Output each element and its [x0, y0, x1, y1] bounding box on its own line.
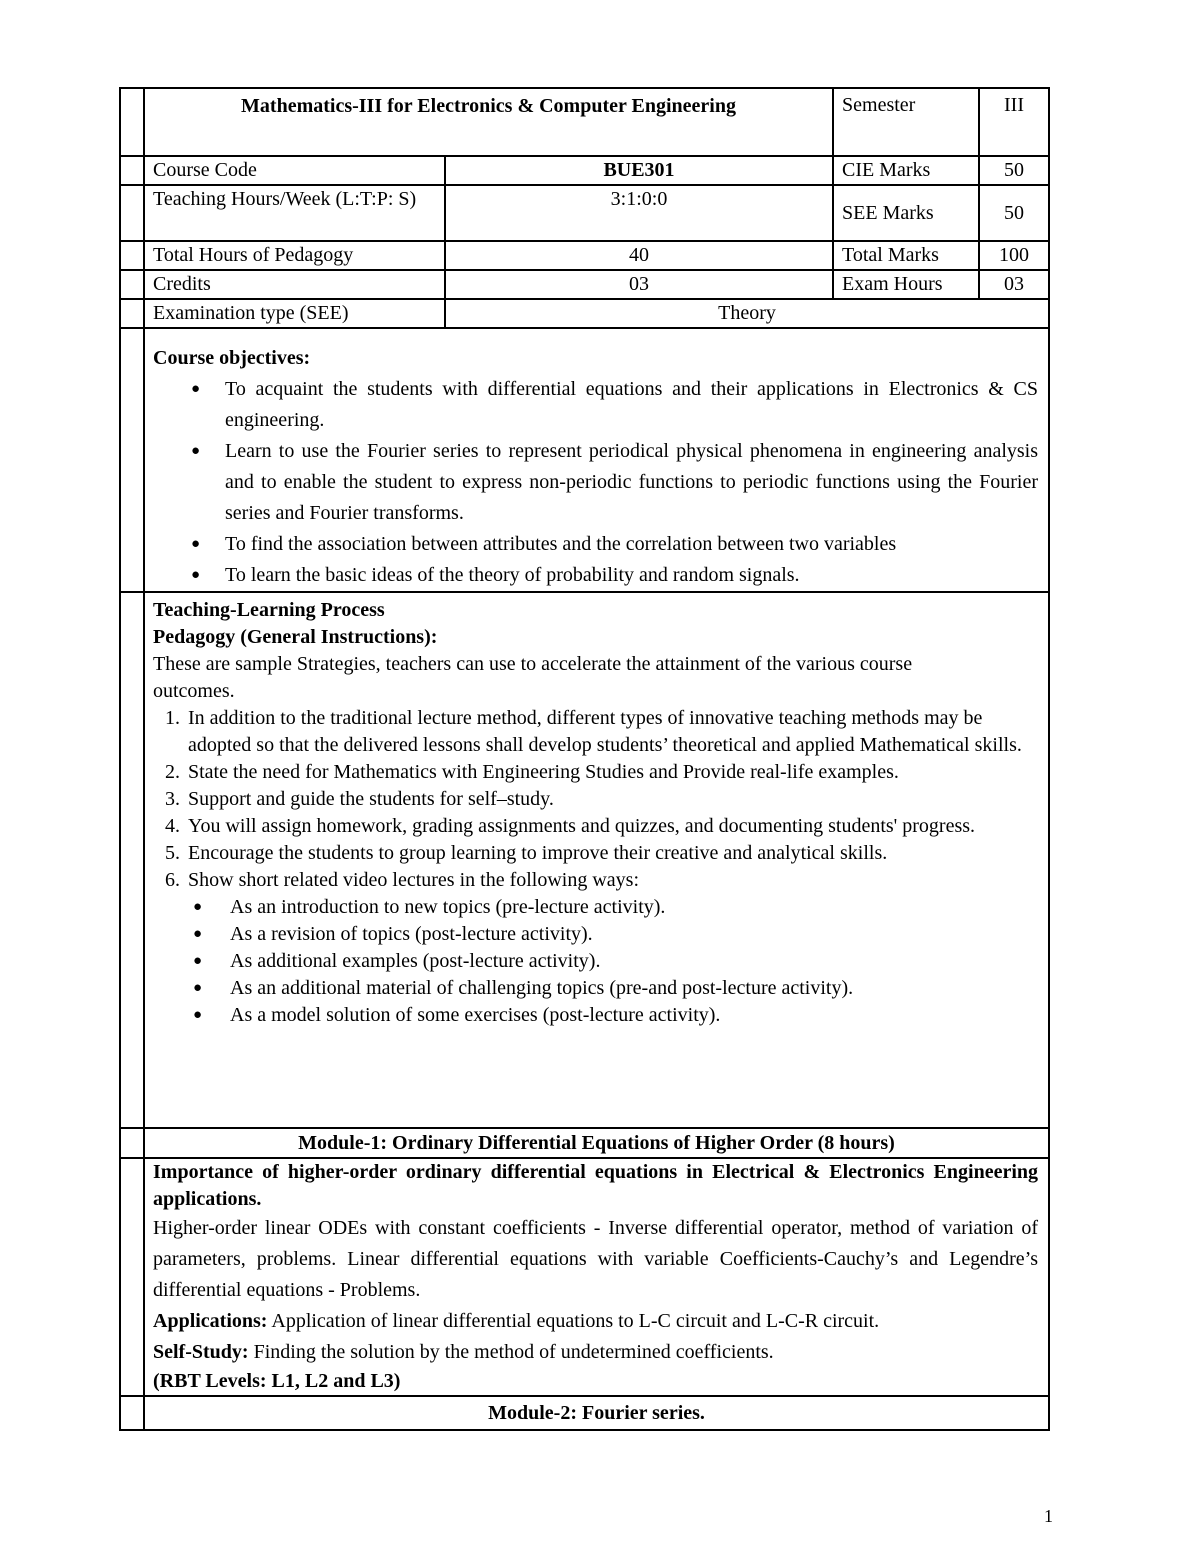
teaching-hours-label: Teaching Hours/Week (L:T:P: S): [144, 185, 445, 241]
title-row: [120, 88, 1049, 156]
pedagogy-heading: Pedagogy (General Instructions):: [153, 626, 438, 648]
course-code-value: BUE301: [445, 156, 833, 185]
module1-importance: Importance of higher-order ordinary differential equations in Electrical & Electronics Engineering applications.: [153, 1161, 1039, 1210]
teaching-hours-value: 3:1:0:0: [445, 185, 833, 241]
total-marks-label: Total Marks: [833, 241, 979, 270]
strategy-item: [153, 705, 1023, 759]
strategy-text: You will assign homework, grading assignments and quizzes, and documenting students' progress.: [188, 815, 976, 837]
syllabus-page: [119, 87, 1048, 1431]
see-marks-value: 50: [979, 185, 1049, 241]
video-way-text: As an additional material of challenging topics (pre-and post-lecture activity).: [230, 977, 854, 999]
module1-applications: [153, 1306, 1038, 1337]
module1-topics: Higher-order linear ODEs with constant coefficients - Inverse differential operator, method of variation of parameters, problems. Linear differential equations with variable Coefficients-Cauchy’s and Legendre’s differential equations - Problems.: [153, 1217, 1039, 1301]
gutter-cell: [120, 88, 144, 156]
exam-hours-value: 03: [979, 270, 1049, 299]
strategy-text: Show short related video lectures in the following ways:: [188, 869, 640, 891]
bullet-icon: ●: [191, 536, 201, 552]
video-way-item: [153, 894, 1040, 921]
gutter-cell: [120, 592, 144, 1128]
objective-item: [153, 436, 1038, 529]
self-study-text: Finding the solution by the method of undetermined coefficients.: [253, 1341, 774, 1363]
gutter-cell: [120, 156, 144, 185]
credits-label: Credits: [144, 270, 445, 299]
self-study-label: Self-Study:: [153, 1341, 249, 1363]
video-way-item: [153, 975, 1040, 1002]
course-code-row: [120, 156, 1049, 185]
strategy-text: Encourage the students to group learning to improve their creative and analytical skills.: [188, 842, 888, 864]
video-ways-list: [153, 894, 1040, 1029]
course-code-label: Course Code: [144, 156, 445, 185]
gutter-cell: [120, 328, 144, 592]
gutter-cell: [120, 241, 144, 270]
strategy-number: 4.: [165, 815, 180, 837]
credits-row: [120, 270, 1049, 299]
teaching-cell: [144, 592, 1049, 1128]
bullet-icon: ●: [191, 381, 201, 397]
video-way-text: As additional examples (post-lecture activity).: [230, 950, 601, 972]
objectives-cell: [144, 328, 1049, 592]
pedagogy-intro: These are sample Strategies, teachers can use to accelerate the attainment of the various course: [153, 653, 913, 675]
objectives-heading: Course objectives:: [153, 347, 311, 369]
objective-text: To learn the basic ideas of the theory of probability and random signals.: [225, 564, 800, 586]
teaching-hours-row: [120, 185, 1049, 241]
gutter-cell: [120, 1128, 144, 1158]
cie-marks-value: 50: [979, 156, 1049, 185]
bullet-icon: ●: [193, 980, 203, 996]
objective-item: [153, 529, 1038, 560]
gutter-cell: [120, 299, 144, 328]
video-way-item: [153, 921, 1040, 948]
total-marks-value: 100: [979, 241, 1049, 270]
applications-text: Application of linear differential equations to L-C circuit and L-C-R circuit.: [271, 1310, 880, 1332]
objective-text: To find the association between attributes and the correlation between two variables: [225, 533, 897, 555]
see-marks-label: SEE Marks: [833, 185, 979, 241]
bullet-icon: ●: [193, 1007, 203, 1023]
teaching-heading: Teaching-Learning Process: [153, 599, 385, 621]
objectives-list: [153, 374, 1038, 591]
exam-type-value: Theory: [445, 299, 1049, 328]
strategy-number: 6.: [165, 869, 180, 891]
video-way-text: As a revision of topics (post-lecture activity).: [230, 923, 593, 945]
exam-hours-label: Exam Hours: [833, 270, 979, 299]
total-hours-label: Total Hours of Pedagogy: [144, 241, 445, 270]
gutter-cell: [120, 185, 144, 241]
objective-text: To acquaint the students with differential equations and their applications in Electronics & CS engineering.: [225, 378, 1039, 431]
strategy-item: [153, 840, 1023, 867]
module1-rbt-levels: (RBT Levels: L1, L2 and L3): [153, 1370, 401, 1392]
strategy-number: 5.: [165, 842, 180, 864]
strategy-number: 2.: [165, 761, 180, 783]
strategy-text: State the need for Mathematics with Engineering Studies and Provide real-life examples.: [188, 761, 899, 783]
module1-heading-row: [120, 1128, 1049, 1158]
objective-item: [153, 374, 1038, 436]
strategy-text: Support and guide the students for self–study.: [188, 788, 554, 810]
exam-type-row: [120, 299, 1049, 328]
page-number: 1: [1044, 1506, 1053, 1526]
objective-text: Learn to use the Fourier series to represent periodical physical phenomena in engineering analysis and to enable the student to express non-periodic functions to periodic functions using the Fourier series and Fourier transforms.: [225, 440, 1039, 524]
total-hours-row: [120, 241, 1049, 270]
strategy-item: [153, 786, 1023, 813]
course-title: Mathematics-III for Electronics & Computer Engineering: [144, 88, 833, 156]
bullet-icon: ●: [191, 443, 201, 459]
module2-heading: Module-2: Fourier series.: [144, 1396, 1049, 1430]
objectives-row: [120, 328, 1049, 592]
semester-label: Semester: [833, 88, 979, 156]
strategy-item: [153, 867, 1023, 894]
applications-label: Applications:: [153, 1310, 268, 1332]
bullet-icon: ●: [193, 926, 203, 942]
exam-type-label: Examination type (SEE): [144, 299, 445, 328]
strategy-number: 3.: [165, 788, 180, 810]
pedagogy-intro-end: outcomes.: [153, 680, 235, 702]
module1-self-study: [153, 1337, 1038, 1368]
objective-item: [153, 560, 1038, 591]
semester-value: III: [979, 88, 1049, 156]
strategy-number: 1.: [165, 707, 180, 729]
strategy-item: [153, 759, 1023, 786]
gutter-cell: [120, 1158, 144, 1396]
gutter-cell: [120, 1396, 144, 1430]
video-way-item: [153, 948, 1040, 975]
syllabus-table: [119, 87, 1050, 1431]
module1-content-row: [120, 1158, 1049, 1396]
module2-heading-row: [120, 1396, 1049, 1430]
bullet-icon: ●: [193, 899, 203, 915]
bullet-icon: ●: [191, 567, 201, 583]
strategy-list: [153, 705, 1023, 894]
credits-value: 03: [445, 270, 833, 299]
strategy-item: [153, 813, 1023, 840]
bullet-icon: ●: [193, 953, 203, 969]
teaching-row: [120, 592, 1049, 1128]
video-way-item: [153, 1002, 1040, 1029]
gutter-cell: [120, 270, 144, 299]
video-way-text: As a model solution of some exercises (post-lecture activity).: [230, 1004, 721, 1026]
cie-marks-label: CIE Marks: [833, 156, 979, 185]
total-hours-value: 40: [445, 241, 833, 270]
strategy-text: In addition to the traditional lecture method, different types of innovative teaching methods may be adopted so that the delivered lessons shall develop students’ theoretical and applied Mathematical skills.: [188, 707, 1022, 756]
video-way-text: As an introduction to new topics (pre-lecture activity).: [230, 896, 666, 918]
module1-heading: Module-1: Ordinary Differential Equations of Higher Order (8 hours): [144, 1128, 1049, 1158]
module1-content-cell: [144, 1158, 1049, 1396]
